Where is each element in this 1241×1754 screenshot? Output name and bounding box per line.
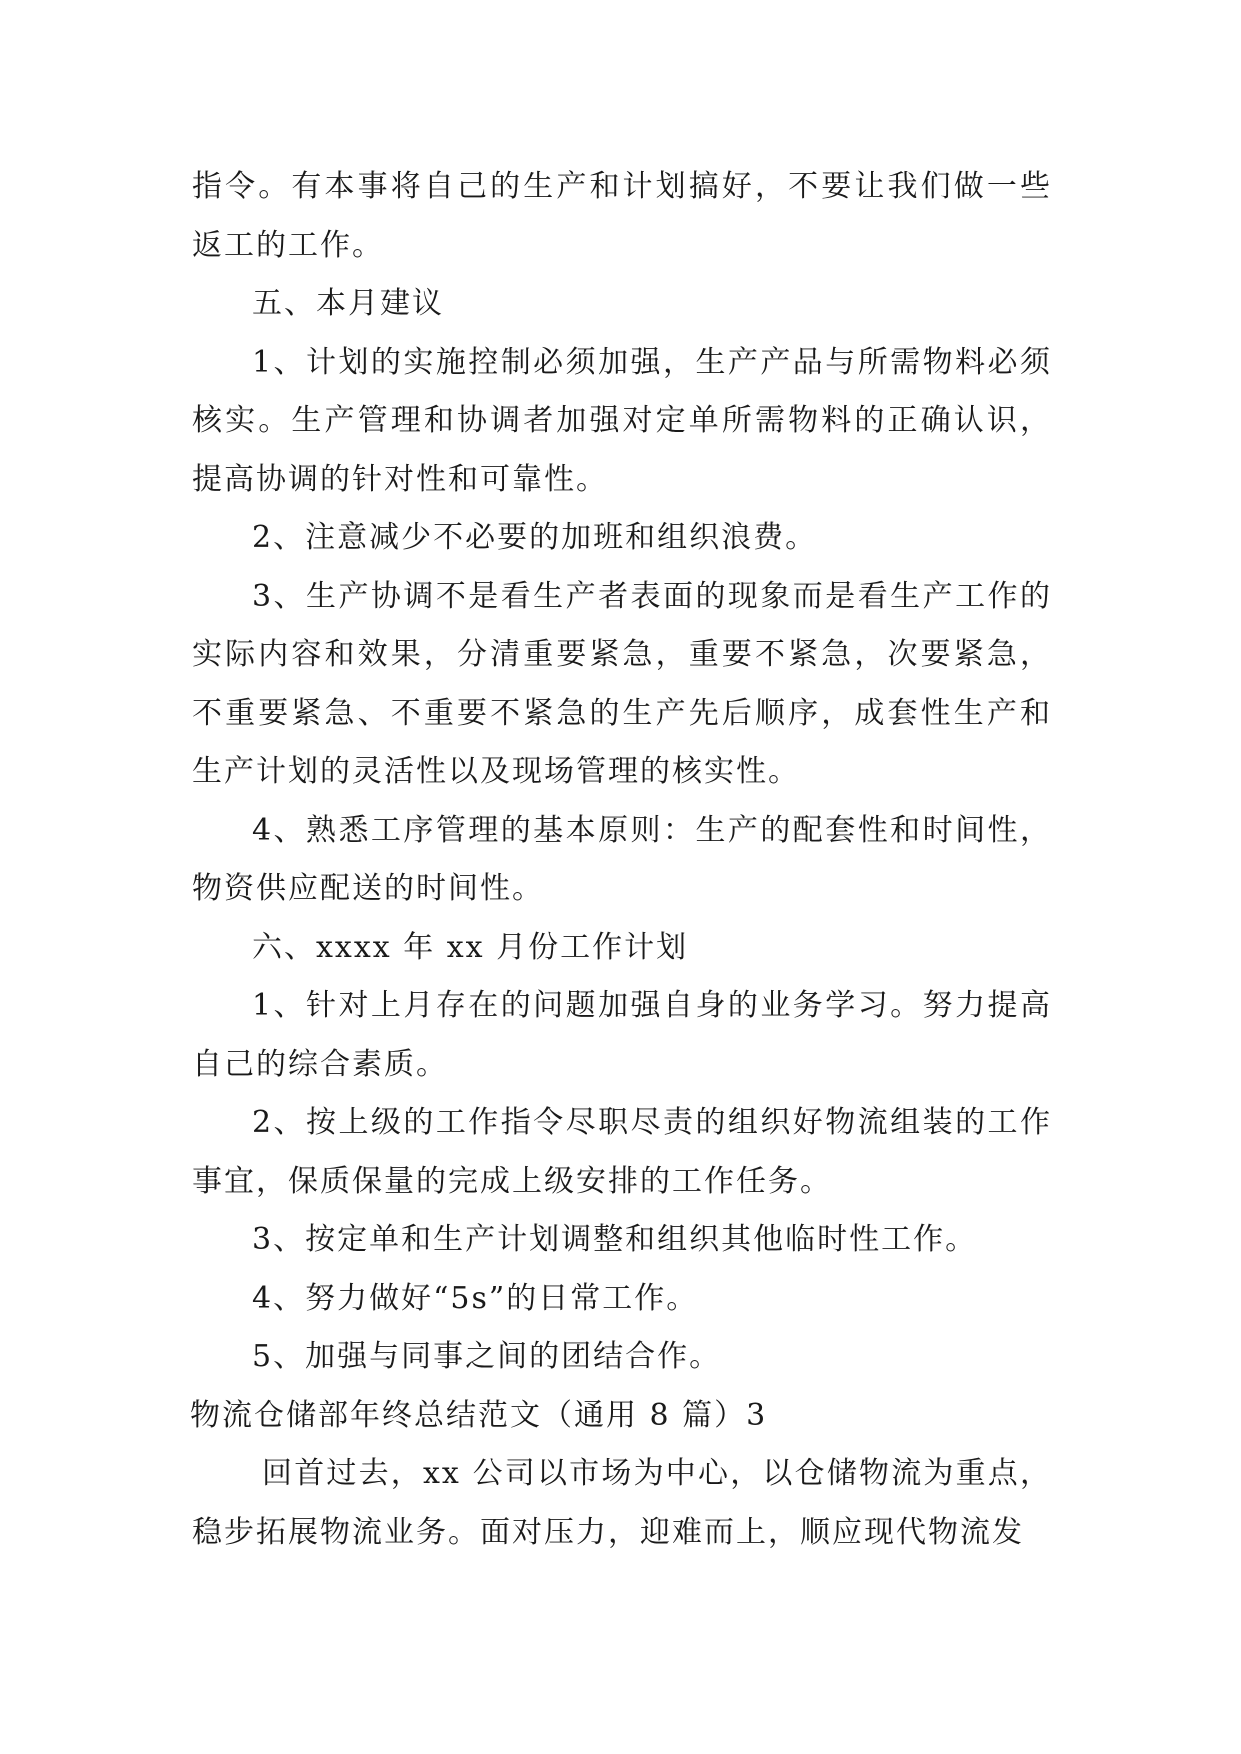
- plan-item-2: 2、按上级的工作指令尽职尽责的组织好物流组装的工作事宜，保质保量的完成上级安排的工作任务。: [192, 1105, 1052, 1199]
- heading-work-plan: 六、xxxx 年 xx 月份工作计划: [252, 929, 689, 965]
- suggestion-item-4: 4、熟悉工序管理的基本原则：生产的配套性和时间性，物资供应配送的时间性。: [192, 812, 1052, 906]
- plan-item-5: 5、加强与同事之间的团结合作。: [252, 1339, 722, 1374]
- plan-item-1: 1、针对上月存在的问题加强自身的业务学习。努力提高自己的综合素质。: [192, 988, 1052, 1082]
- suggestion-item-3: 3、生产协调不是看生产者表面的现象而是看生产工作的实际内容和效果，分清重要紧急，重要不紧急，次要紧急，不重要紧急、不重要不紧急的生产先后顺序，成套性生产和生产计划的灵活性以及现场管理的核实性。: [192, 578, 1052, 789]
- document-body: [192, 158, 1052, 1562]
- paragraph-continuation: 指令。有本事将自己的生产和计划搞好，不要让我们做一些返工的工作。: [192, 169, 1052, 263]
- closing-paragraph: 回首过去，xx 公司以市场为中心，以仓储物流为重点，稳步拓展物流业务。面对压力，迎难而上，顺应现代物流发: [192, 1456, 1052, 1550]
- suggestion-item-2: 2、注意减少不必要的加班和组织浪费。: [252, 520, 818, 555]
- plan-item-4: 4、努力做好“5s”的日常工作。: [252, 1280, 699, 1316]
- section-title: 物流仓储部年终总结范文（通用 8 篇）3: [190, 1397, 768, 1433]
- suggestion-item-1: 1、计划的实施控制必须加强，生产产品与所需物料必须核实。生产管理和协调者加强对定单所需物料的正确认识，提高协调的针对性和可靠性。: [192, 344, 1052, 497]
- plan-item-3: 3、按定单和生产计划调整和组织其他临时性工作。: [252, 1222, 978, 1257]
- heading-monthly-suggestions: 五、本月建议: [252, 286, 444, 321]
